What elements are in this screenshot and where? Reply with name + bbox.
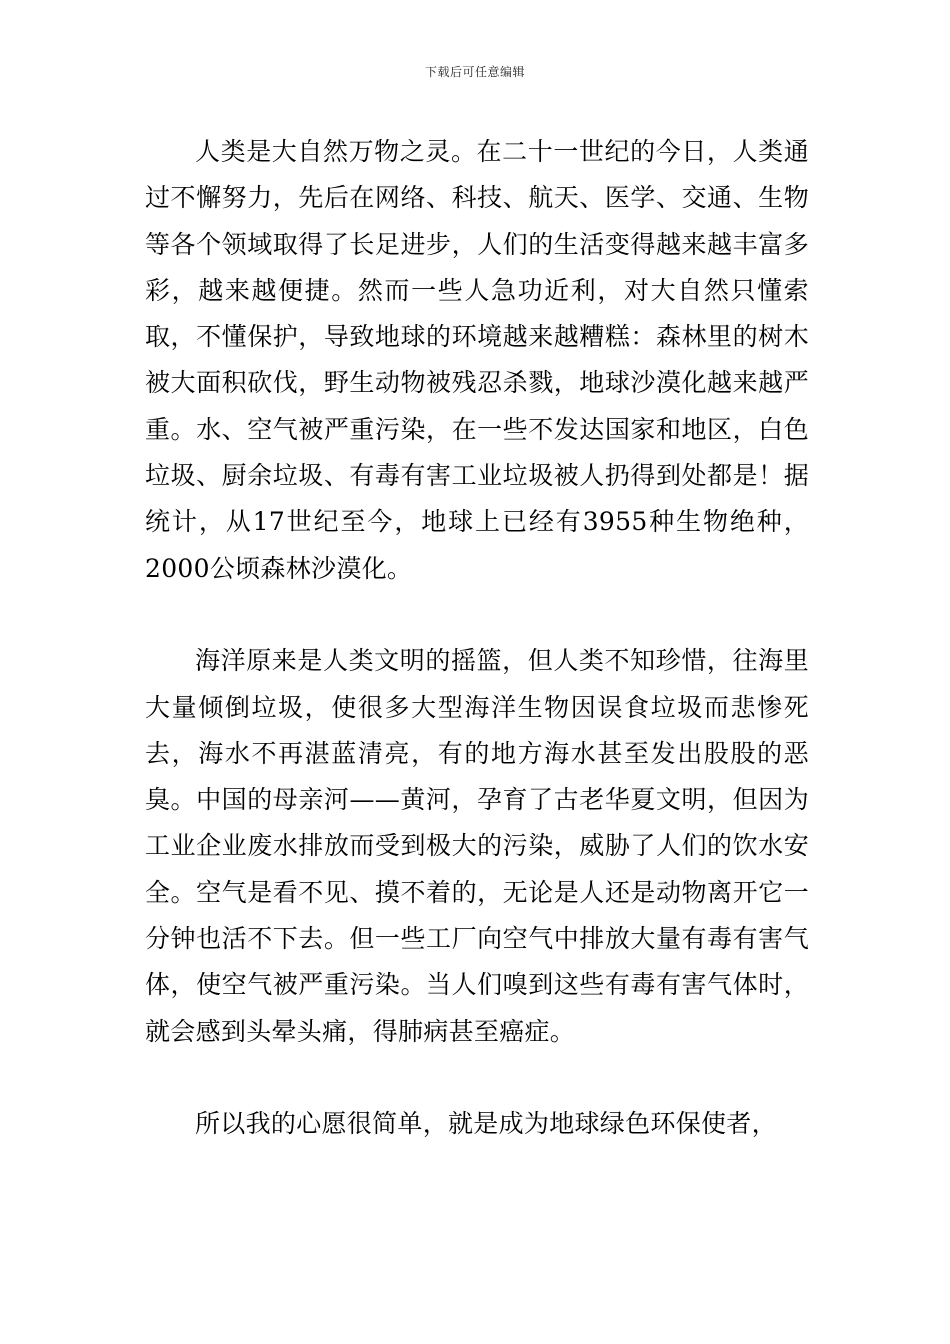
paragraph-3: 所以我的心愿很简单，就是成为地球绿色环保使者， bbox=[195, 1109, 777, 1139]
paragraph-2: 海洋原来是人类文明的摇篮，但人类不知珍惜，往海里大量倾倒垃圾，使很多大型海洋生物因误食垃圾而悲惨死去，海水不再湛蓝清亮，有的地方海水甚至发出股股的恶臭。中国的母亲河——黄河，孕育了古老华夏文明，但因为工业企业废水排放而受到极大的污染，威胁了人们的饮水安全。空气是看不见、摸不着的，无论是人还是动物离开它一分钟也活不下去。但一些工厂向空气中排放大量有毒有害气体，使空气被严重污染。当人们嗅到这些有毒有害气体时，就会感到头晕头痛，得肺病甚至癌症。 bbox=[145, 646, 809, 1046]
paragraph-1: 人类是大自然万物之灵。在二十一世纪的今日，人类通过不懈努力，先后在网络、科技、航天、医学、交通、生物等各个领域取得了长足进步，人们的生活变得越来越丰富多彩，越来越便捷。然而一些人急功近利，对大自然只懂索取，不懂保护，导致地球的环境越来越糟糕：森林里的树木被大面积砍伐，野生动物被残忍杀戮，地球沙漠化越来越严重。水、空气被严重污染，在一些不发达国家和地区，白色垃圾、厨余垃圾、有毒有害工业垃圾被人扔得到处都是！据统计，从17世纪至今，地球上已经有3955种生物绝种，2000公顷森林沙漠化。 bbox=[145, 137, 809, 583]
document-body bbox=[145, 129, 809, 1148]
page-header: 下载后可任意编辑 bbox=[424, 65, 525, 79]
